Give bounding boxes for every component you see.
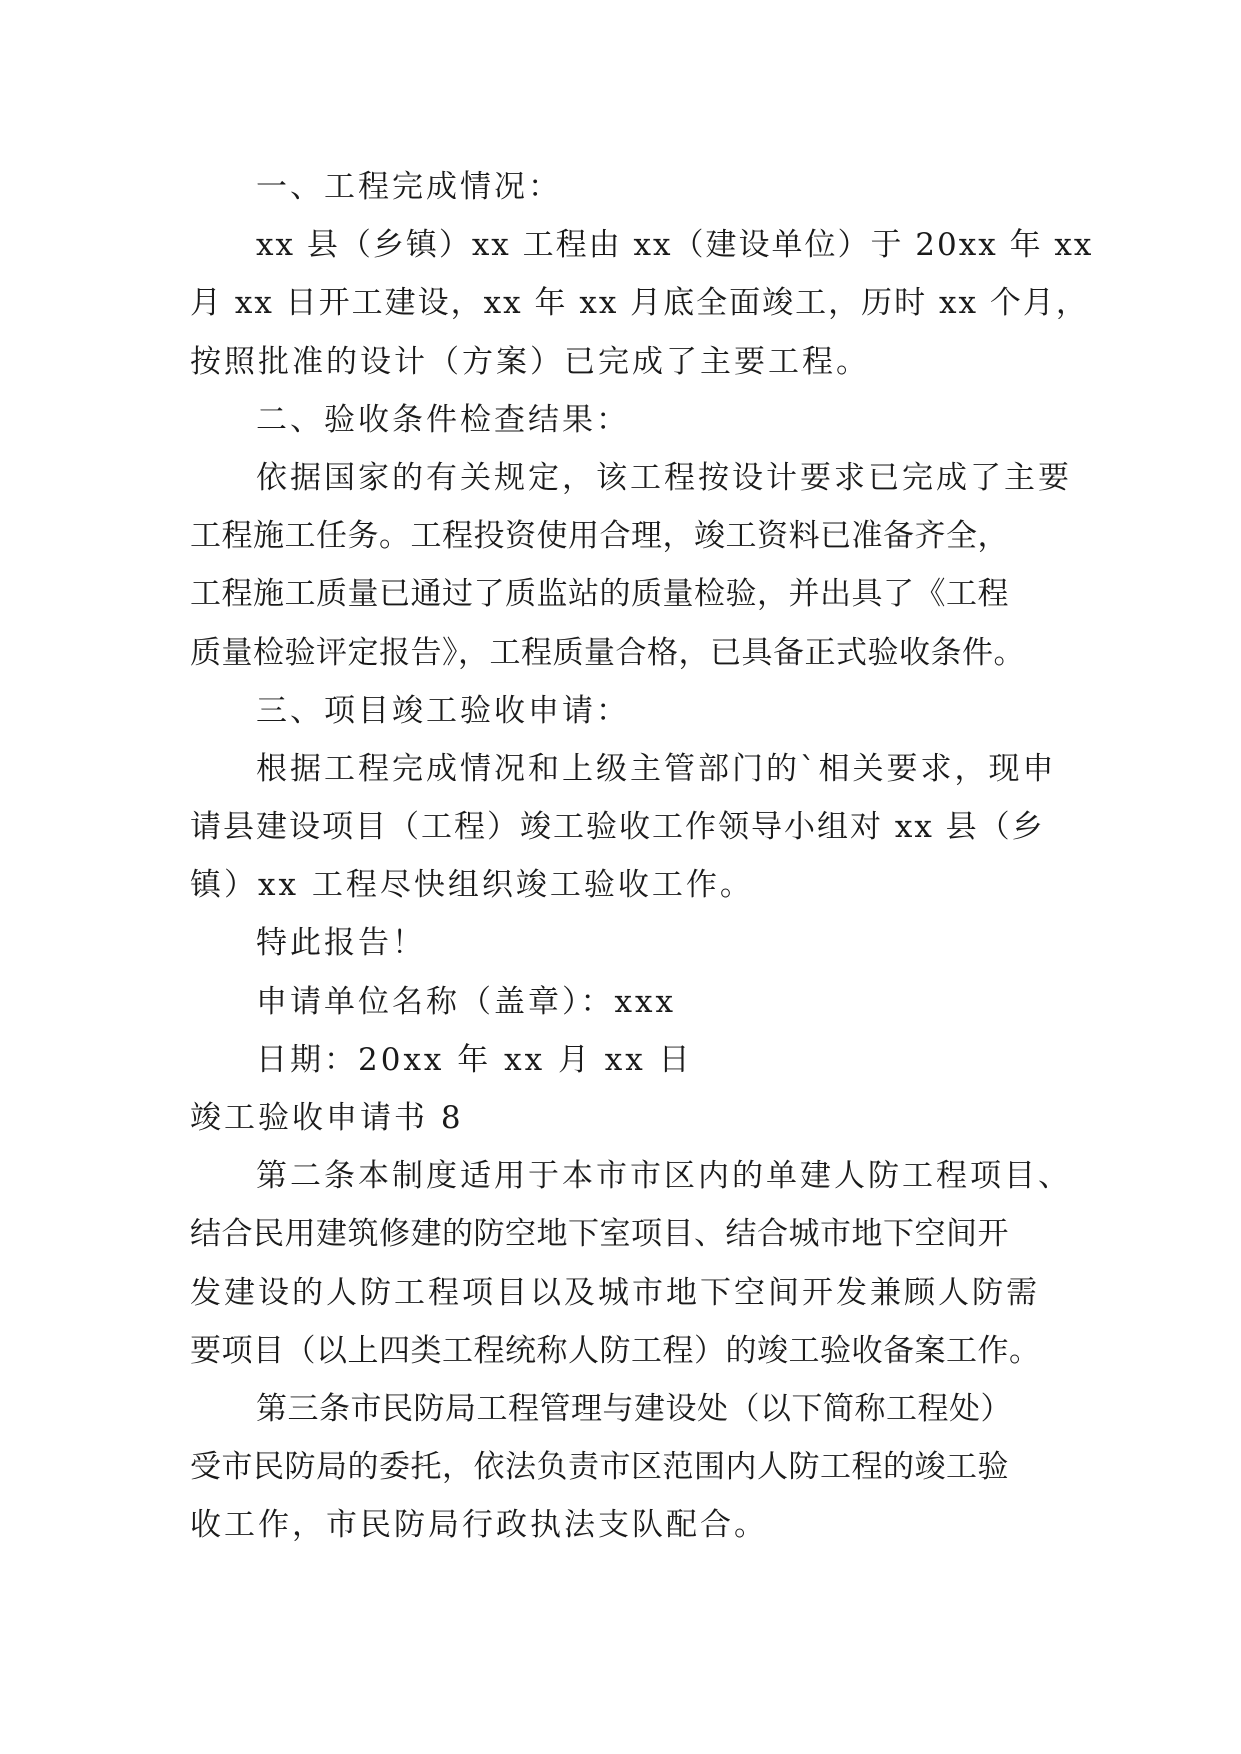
section-heading-1: 一、工程完成情况：	[256, 169, 562, 205]
document-title: 竣工验收申请书 8	[190, 1100, 464, 1136]
paragraph-line: 第二条本制度适用于本市市区内的单建人防工程项目、	[256, 1158, 1072, 1195]
document-body	[190, 158, 1094, 1555]
paragraph-line: 根据工程完成情况和上级主管部门的`相关要求，现申	[256, 750, 1057, 787]
paragraph-line: 质量检验评定报告》，工程质量合格，已具备正式验收条件。	[190, 634, 1025, 671]
paragraph-line: 工程施工质量已通过了质监站的质量检验，并出具了《工程	[190, 576, 1009, 613]
paragraph-line: 请县建设项目（工程）竣工验收工作领导小组对 xx 县（乡	[190, 809, 1045, 846]
paragraph-line: 受市民防局的委托，依法负责市区范围内人防工程的竣工验	[190, 1449, 1009, 1486]
date-line: 日期：20xx 年 xx 月 xx 日	[256, 1041, 693, 1078]
paragraph-line: 按照批准的设计（方案）已完成了主要工程。	[190, 343, 870, 380]
closing-line: 特此报告！	[256, 925, 426, 962]
paragraph-line: 收工作，市民防局行政执法支队配合。	[190, 1507, 768, 1544]
paragraph-line: xx 县（乡镇）xx 工程由 xx（建设单位）于 20xx 年 xx	[256, 227, 1094, 264]
paragraph-line: 依据国家的有关规定，该工程按设计要求已完成了主要	[256, 459, 1072, 496]
section-heading-2: 二、验收条件检查结果：	[256, 401, 630, 438]
paragraph-line: 月 xx 日开工建设，xx 年 xx 月底全面竣工，历时 xx 个月，	[190, 285, 1089, 322]
paragraph-line: 镇）xx 工程尽快组织竣工验收工作。	[190, 867, 754, 904]
paragraph-line: 要项目（以上四类工程统称人防工程）的竣工验收备案工作。	[190, 1332, 1041, 1369]
paragraph-line: 结合民用建筑修建的防空地下室项目、结合城市地下空间开	[190, 1216, 1009, 1253]
paragraph-line: 工程施工任务。工程投资使用合理，竣工资料已准备齐全，	[190, 518, 1009, 555]
section-heading-3: 三、项目竣工验收申请：	[256, 692, 630, 729]
applicant-line: 申请单位名称（盖章）：xxx	[256, 983, 676, 1020]
paragraph-line: 发建设的人防工程项目以及城市地下空间开发兼顾人防需	[190, 1274, 1040, 1311]
paragraph-line: 第三条市民防局工程管理与建设处（以下简称工程处）	[256, 1390, 1012, 1427]
